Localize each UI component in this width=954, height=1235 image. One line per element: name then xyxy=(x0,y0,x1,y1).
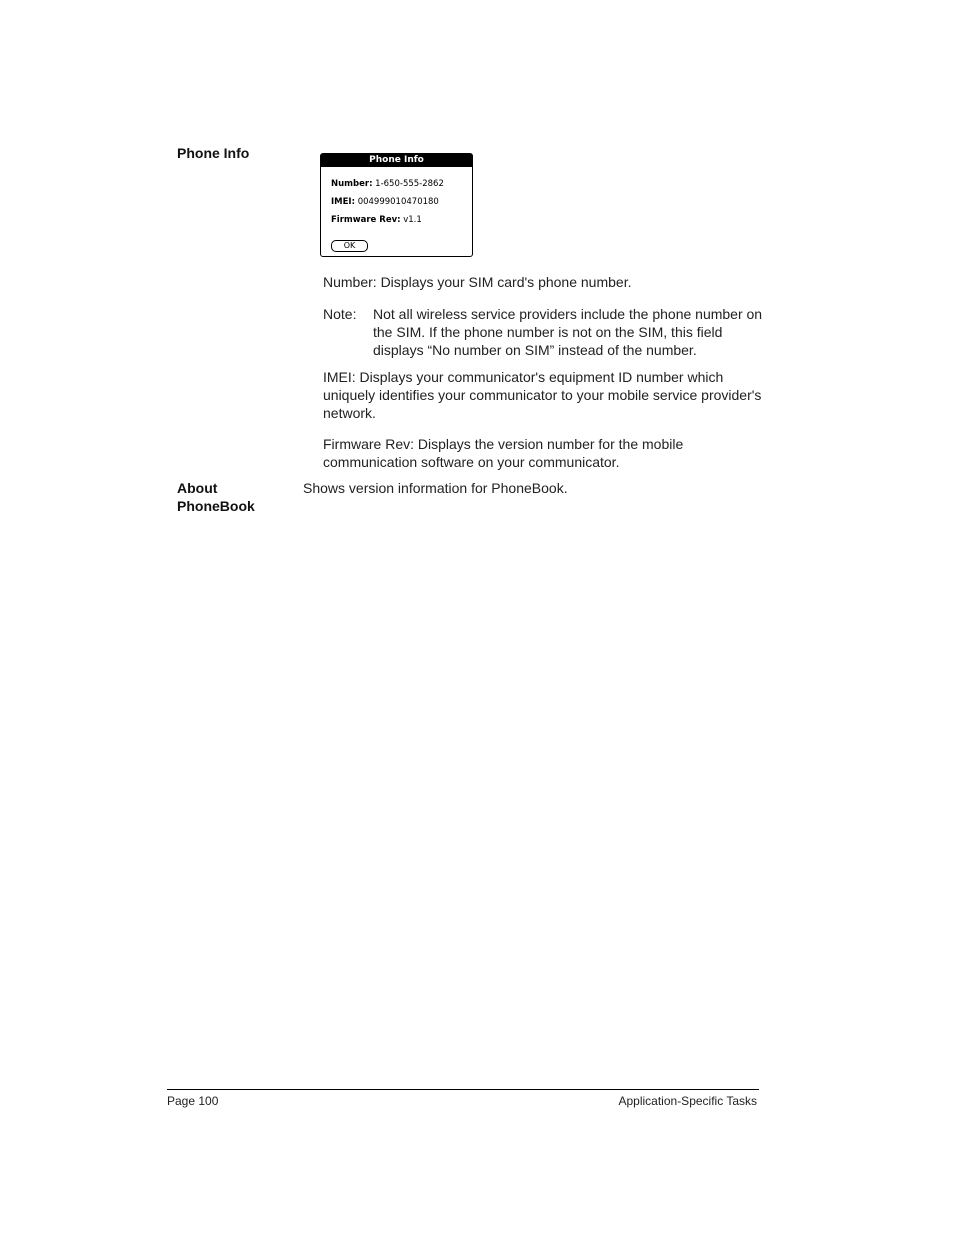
footer-divider xyxy=(167,1089,759,1090)
about-heading-line: PhoneBook xyxy=(177,498,255,514)
dialog-number-row xyxy=(331,179,444,190)
dialog-number-value: 1-650-555-2862 xyxy=(375,179,444,189)
note-label: Note: xyxy=(323,306,357,322)
note-line: the SIM. If the phone number is not on the SIM, this field xyxy=(373,324,723,340)
dialog-title: Phone Info xyxy=(321,154,472,167)
chapter-title: Application-Specific Tasks xyxy=(618,1094,757,1108)
dialog-number-label: Number: xyxy=(331,179,373,189)
imei-line: IMEI: Displays your communicator's equipment ID number which xyxy=(323,369,724,385)
imei-line: network. xyxy=(323,405,376,421)
section-heading-phone-info: Phone Info xyxy=(177,145,250,161)
dialog-firmware-label: Firmware Rev: xyxy=(331,215,401,225)
dialog-firmware-row xyxy=(331,215,422,226)
dialog-imei-row xyxy=(331,197,439,208)
phone-info-dialog xyxy=(320,153,473,257)
about-heading-line: About xyxy=(177,480,218,496)
firmware-line: communication software on your communicator. xyxy=(323,454,620,470)
note-line: Not all wireless service providers include the phone number on xyxy=(373,306,763,322)
page-number: Page 100 xyxy=(167,1094,219,1108)
note-text xyxy=(373,305,763,359)
ok-button[interactable]: OK xyxy=(331,240,368,252)
firmware-description xyxy=(323,435,763,471)
note-line: displays “No number on SIM” instead of the number. xyxy=(373,342,697,358)
dialog-firmware-value: v1.1 xyxy=(403,215,422,225)
firmware-line: Firmware Rev: Displays the version number for the mobile xyxy=(323,436,684,452)
section-heading-about-phonebook xyxy=(177,479,255,515)
imei-description xyxy=(323,368,763,422)
imei-line: uniquely identifies your communicator to your mobile service provider's xyxy=(323,387,762,403)
dialog-imei-label: IMEI: xyxy=(331,197,355,207)
number-description: Number: Displays your SIM card's phone number. xyxy=(323,274,632,290)
dialog-imei-value: 004999010470180 xyxy=(357,197,439,207)
about-description: Shows version information for PhoneBook. xyxy=(303,480,568,496)
